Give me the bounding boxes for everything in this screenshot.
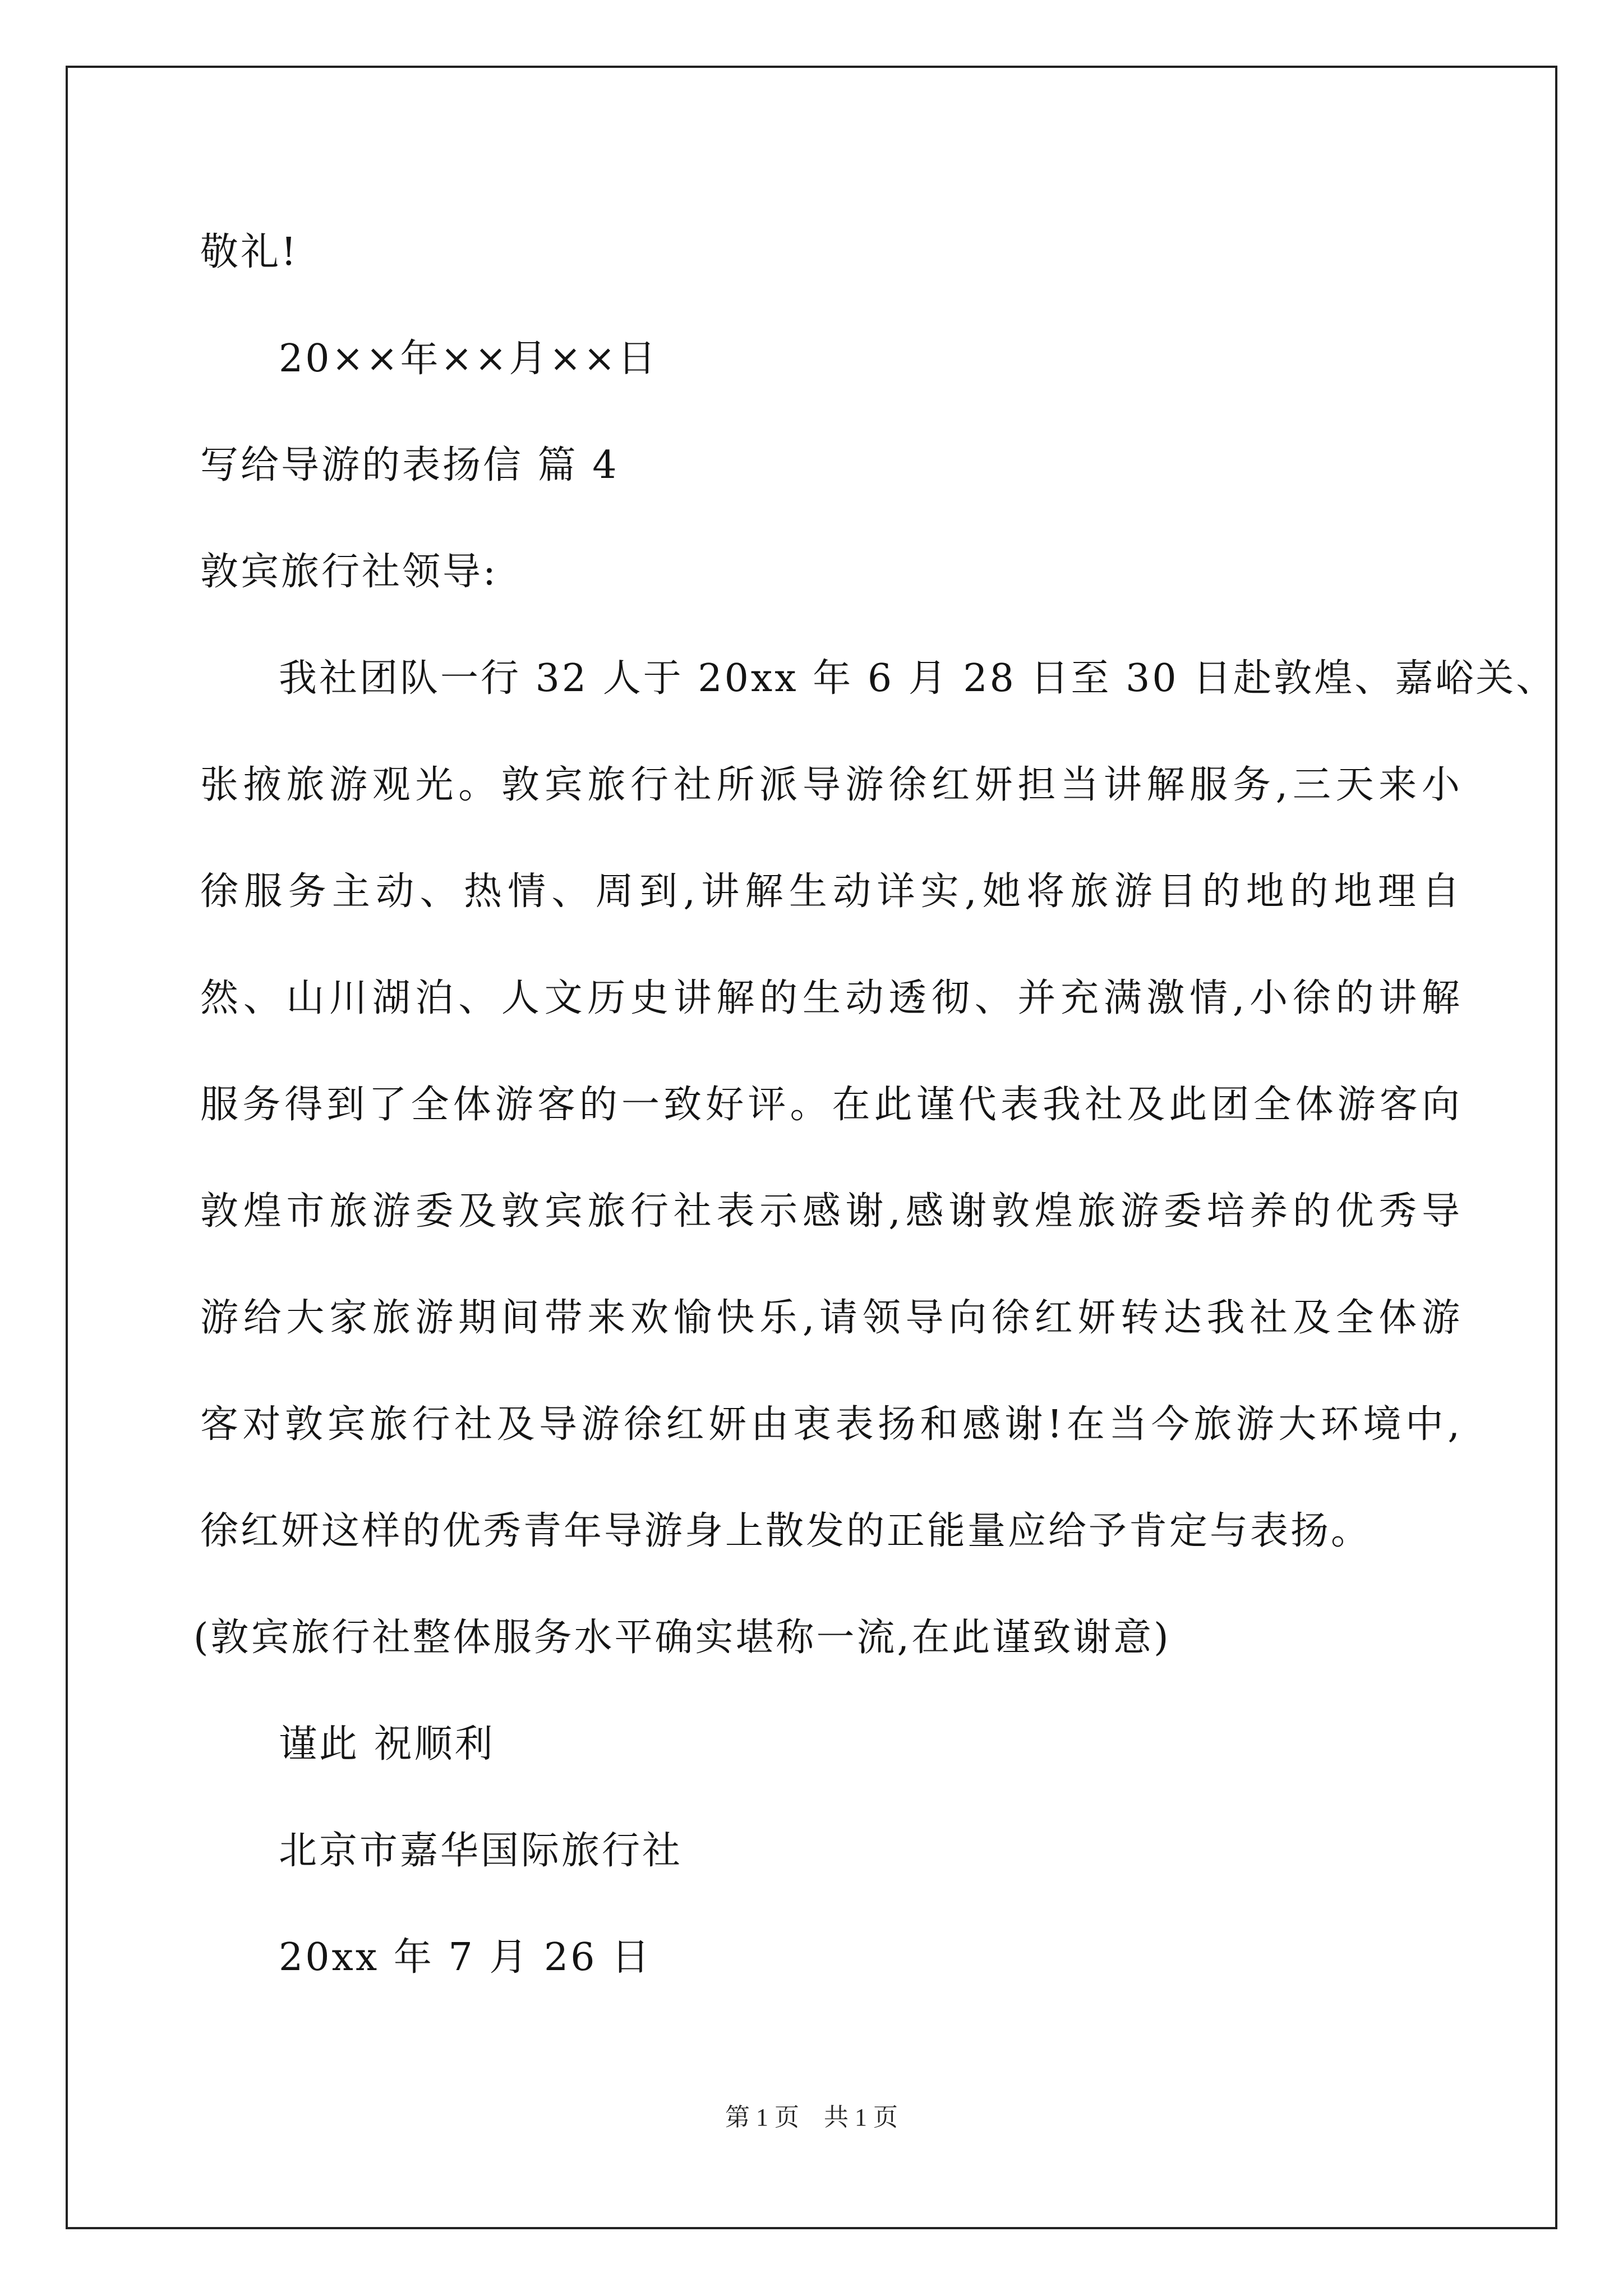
body-line: 客对敦宾旅行社及导游徐红妍由衷表扬和感谢!在当今旅游大环境中, xyxy=(200,1402,1462,1447)
sign-date: 20xx 年 7 月 26 日 xyxy=(279,1935,652,1980)
section-heading: 写给导游的表扬信 篇 4 xyxy=(200,443,619,487)
body-line: 徐红妍这样的优秀青年导游身上散发的正能量应给予肯定与表扬。 xyxy=(200,1509,1372,1553)
previous-letter-date: 20××年××月××日 xyxy=(279,337,658,381)
body-line: 我社团队一行 32 人于 20xx 年 6 月 28 日至 30 日赴敦煌、嘉峪关、 xyxy=(279,656,1557,701)
body-line: 徐服务主动、热情、周到,讲解生动详实,她将旅游目的地的地理自 xyxy=(200,869,1462,914)
sender-name: 北京市嘉华国际旅行社 xyxy=(279,1829,683,1873)
closing-salute: 敬礼! xyxy=(200,230,299,274)
body-line: 服务得到了全体游客的一致好评。在此谨代表我社及此团全体游客向 xyxy=(200,1083,1462,1127)
regards: 谨此 祝顺利 xyxy=(279,1722,495,1766)
addressee: 敦宾旅行社领导: xyxy=(200,550,498,594)
page-border xyxy=(66,66,1557,2229)
body-line: 然、山川湖泊、人文历史讲解的生动透彻、并充满激情,小徐的讲解 xyxy=(200,976,1462,1020)
body-line: 敦煌市旅游委及敦宾旅行社表示感谢,感谢敦煌旅游委培养的优秀导 xyxy=(200,1189,1462,1234)
body-line: (敦宾旅行社整体服务水平确实堪称一流,在此谨致谢意) xyxy=(193,1616,1171,1660)
page-footer: 第 1 页 共 1 页 xyxy=(725,2104,898,2131)
body-line: 张掖旅游观光。敦宾旅行社所派导游徐红妍担当讲解服务,三天来小 xyxy=(200,763,1462,807)
body-line: 游给大家旅游期间带来欢愉快乐,请领导向徐红妍转达我社及全体游 xyxy=(200,1296,1462,1340)
